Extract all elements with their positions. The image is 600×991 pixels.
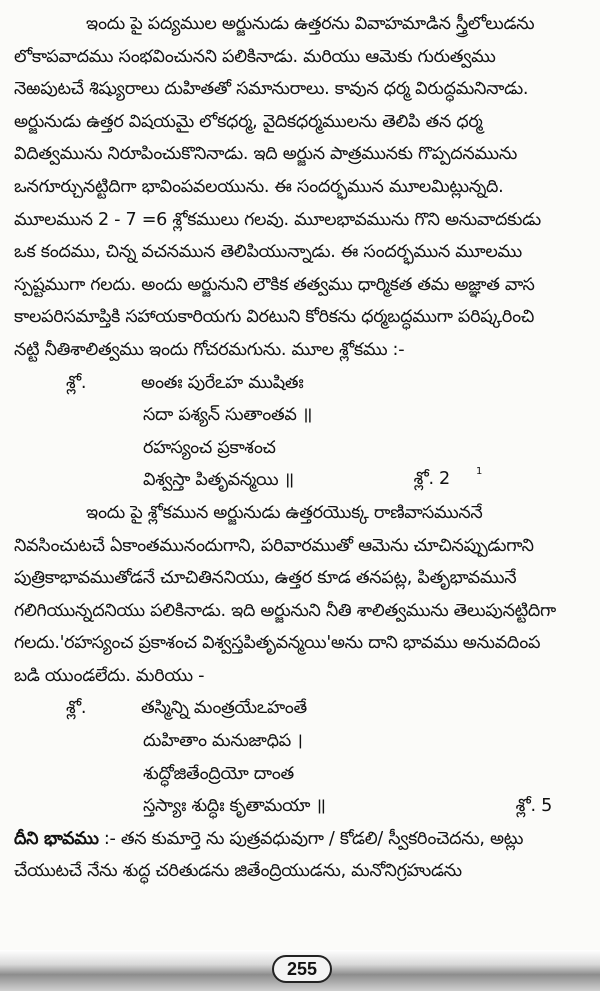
paragraph-line: మూలమున 2 - 7 =6 శ్లోకములు గలవు. మూలభావమును గొని అనువాదకుడు	[14, 209, 541, 230]
paragraph-line: కాలపరిసమాప్తికి సహాయకారియగు విరటుని కోరికను ధర్మబద్ధముగా పరిష్కరించి	[14, 307, 535, 328]
paragraph-line: నివసించుటచే ఏకాంతమునందుగాని, పరివారముతో ఆమెను చూచినప్పుడుగాని	[14, 535, 534, 556]
shloka-marker: శ్లో.	[66, 698, 87, 719]
paragraph-line: ఇందు పై పద్యముల అర్జునుడు ఉత్తరను వివాహమాడిన స్త్రీలోలుడను	[86, 14, 535, 34]
paragraph-line: నెఱపుటచే శిష్యురాలు దుహితతో సమానురాలు. కావున ధర్మ విరుద్ధమనినాడు.	[14, 79, 529, 100]
paragraph-line: లోకాపవాదము సంభవించునని పలికినాడు. మరియు ఆమెకు గురుత్వము	[14, 46, 496, 67]
paragraph-line: స్పష్టముగా గలదు. అందు అర్జునుని లౌకిక తత్వము ధార్మికత తమ అజ్ఞాత వాస	[14, 274, 535, 295]
verse-line	[14, 790, 592, 823]
meaning-text: :- తన కుమార్తె ను పుత్రవధువుగా / కోడలి/ స్వీకరించెదను, అట్లు	[98, 828, 524, 849]
paragraph-line: గలిగియున్నదనియు పలికినాడు. ఇది అర్జునుని నీతి శాలిత్వమును తెలుపునట్టిదిగా	[14, 600, 556, 621]
verse-line	[14, 464, 592, 497]
paragraph-line: నట్టి నీతిశాలిత్వము ఇందు గోచరమగును. మూల శ్లోకము :-	[14, 339, 405, 360]
meaning-label: దీని భావము	[14, 828, 99, 849]
shloka-marker: శ్లో.	[66, 372, 87, 393]
verse-line	[14, 367, 592, 400]
paragraph-line: గలదు.'రహస్యంచ ప్రకాశంచ విశ్వస్తపితృవన్మయి'అను దాని భావము అనువదింప	[14, 633, 541, 654]
paragraph-line: ఒనగూర్చునట్టిదిగా భావింపవలయును. ఈ సందర్భమున మూలమిట్లున్నది.	[14, 176, 504, 197]
paragraph-line	[14, 823, 592, 856]
verse-line: శుద్ధోజితేంద్రియో దాంత	[143, 763, 294, 784]
shloka-reference	[414, 464, 592, 497]
verse-line	[14, 692, 592, 725]
footnote-mark: 1	[475, 465, 482, 477]
verse-text: తస్మిన్ని మంత్రయేఽహంతే	[141, 698, 307, 719]
verse-text: స్తస్యాః శుద్ధిః కృతామయా ॥	[143, 796, 326, 817]
page-number: 255	[272, 955, 332, 983]
paragraph-line: విదిత్వమును నిరూపించుకొనినాడు. ఇది అర్జున పాత్రమునకు గొప్పదనమును	[14, 144, 517, 165]
paragraph-line: ఇందు పై శ్లోకమున అర్జునుడు ఉత్తరయొక్క రాణివాసముననే	[86, 502, 483, 523]
shloka-number: శ్లో. 5	[515, 796, 552, 817]
verse-line: దుహితాం మనుజాధిప ।	[143, 731, 303, 752]
paragraph-line: చేయుటచే నేను శుద్ధ చరితుడను జితేంద్రియుడను, మనోనిగ్రహుడను	[14, 861, 462, 882]
verse-line: రహస్యంచ ప్రకాశంచ	[143, 437, 276, 458]
paragraph-line: పుత్రికాభావముతోడనే చూచితిననియు, ఉత్తర కూడ తనపట్ల, పితృభావమునే	[14, 568, 517, 589]
paragraph-line: బడి యుండలేదు. మరియు -	[14, 665, 205, 686]
paragraph-line: ఒక కందము, చిన్న వచనమున తెలిపియున్నాడు. ఈ సందర్భమున మూలము	[14, 242, 522, 263]
shloka-number: శ్లో. 2	[413, 468, 450, 489]
verse-text: విశ్వస్తా పితృవన్మయి ॥	[143, 470, 294, 491]
paragraph-line: అర్జునుడు ఉత్తర విషయమై లోకధర్మ, వైదికధర్మములను తెలిపి తన ధర్మ	[14, 111, 483, 132]
page-body	[14, 8, 592, 888]
verse-text: అంతః పురేఽహ ముషితః	[141, 372, 304, 393]
verse-line: సదా పశ్యన్ సుతాంతవ ॥	[143, 405, 313, 426]
